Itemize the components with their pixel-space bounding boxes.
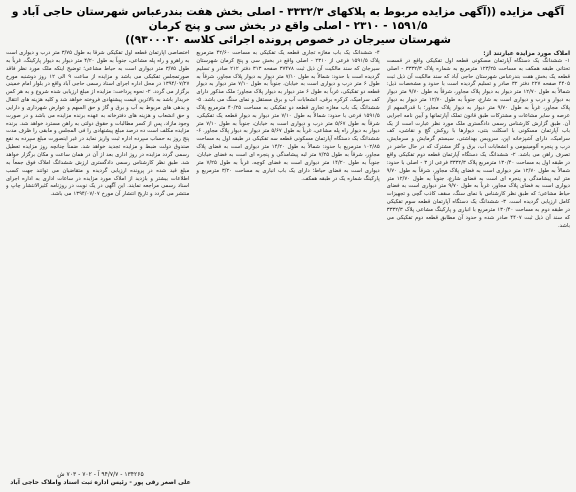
notice-subtitle: شهرستان سیرجان در خصوص پرونده اجرائی کلاسه ۹۳۰۰۰۳۰)) xyxy=(125,34,451,46)
notice-column-middle xyxy=(196,50,379,474)
notice-column-text: اختصاصی آپارتمان قطعه اول تفکیکی شرقاً به طول ۳/۷۵ متر درب و دیواری است به راهرو و راه پله مشاعی، جنوباً به طول ۴/۲۰ متر دیوار به دیوار پارکینگ، غرباً به طول ۳/۷۵ متر دیواری است به حیاط مشاعی؛ توضیح اینکه ملک مورد نظر فاقد صورتمجلس تفکیکی می باشد و مزایده از ساعت ۹ الی ۱۲ روز دوشنبه مورخ ۱۳۹۴/۰۷/۲۷ در محل اداره اجرای اسناد رسمی حاجی آباد واقع در بلوار امام خمینی برگزار می گردد. ۲- نحوه پرداخت: مزایده از مبلغ ارزیابی شده شروع و به هر کس خریدار باشد به بالاترین قیمت پیشنهادی فروخته خواهد شد و کلیه هزینه های انتقال و بدهی های مربوط به آب و برق و گاز و حق السهم و عوارض شهرداری و دارایی و حق انشعاب و هزینه های دفترخانه به عهده برنده مزایده می باشد و در صورت وجود مازاد، پس از کسر مطالبات و حقوق دولتی به راهن مسترد خواهد شد. برنده مزایده مکلف است ده درصد مبلغ پیشنهادی را فی المجلس و مابقی را ظرف مدت پنج روز به حساب سپرده اداره ثبت واریز نماید در غیر اینصورت مبلغ سپرده به نفع صندوق دولت ضبط و مزایده تجدید خواهد شد. ضمناً چنانچه روز مزایده تعطیل رسمی گردد مزایده در روز اداری بعد از آن در همان ساعت و مکان برگزار خواهد شد. طبق نظر کارشناس رسمی دادگستری ارزش ششدانگ املاک فوق جمعاً به مبلغ قید شده در پرونده ارزیابی گردیده و متقاضیان می توانند جهت کسب اطلاعات بیشتر و بازدید از املاک مورد مزایده در ساعات اداری به اداره اجرای اسناد رسمی مراجعه نمایند. این آگهی در یک نوبت در روزنامه کثیرالانتشار چاپ و منتشر می گردد و تاریخ انتشار آن مورخ ۱۳۹۴/۰۷/۰۷ می باشد. xyxy=(6,50,190,198)
signature-name: علی اصغر رقی پور - رئیس اداره ثبت اسناد واملاک حاجی آباد xyxy=(10,479,191,486)
notice-column-right xyxy=(387,50,570,474)
notice-lead: املاک مورد مزایده عبارتند از: xyxy=(483,50,570,57)
notice-title: آگهی مزایده ((آگهی مزایده مربوط به پلاکهای ۳۳۳۲/۳ - اصلی بخش هفت بندرعباس شهرستان حاجی آباد و ۱۵۹۱/۵ - ۲۳۱۰ - اصلی واقع در بخش سی و پنج کرمان xyxy=(11,6,565,32)
notice-column-text: ۴- ششدانگ یک باب مغازه تجاری قطعه یک تفکیکی به مساحت ۴۲/۶۰ مترمربع پلاک ۱۵۹۱/۵ فرعی از ۲۳۱۰ - اصلی واقع در بخش سی و پنج کرمان شهرستان سیرجان که سند مالکیت آن ذیل ثبت ۳۷۴۷۸ صفحه ۳۱۳ دفتر ۲۱۲ صادر و تسلیم گردیده است با حدود: شمالاً به طول ۷/۱۰ متر دیوار به دیوار پلاک مجاور، شرقاً به طول ۶ متر درب و دیواری است به خیابان، جنوباً به طول ۷/۱۰ متر دیوار به دیوار قطعه دو تفکیکی، غرباً به طول ۶ متر دیوار به دیوار پلاک مجاور؛ ملک مذکور دارای کف سرامیک، کرکره برقی، انشعابات آب و برق مستقل و نمای سنگ می باشد. ۵- ششدانگ یک باب مغازه تجاری قطعه دو تفکیکی به مساحت ۴۰/۲۵ مترمربع پلاک ۱۵۹۱/۵ فرعی با حدود: شمالاً به طول ۷/۱۰ متر دیوار به دیوار قطعه یک تفکیکی، شرقاً به طول ۵/۶۷ متر درب و دیواری است به خیابان، جنوباً به طول ۷/۱۰ متر دیوار به دیوار راه پله مشاعی، غرباً به طول ۵/۶۷ متر دیوار به دیوار پلاک مجاور. ۶- ششدانگ یک دستگاه آپارتمان مسکونی قطعه سه تفکیکی در طبقه اول به مساحت ۱۰۲/۸۵ مترمربع با حدود: شمالاً به طول ۱۴/۲۰ متر دیواری است به فضای پلاک مجاور، شرقاً به طول ۷/۲۵ متر لبه پیشامدگی و پنجره ای است به فضای خیابان، جنوباً به طول ۱۴/۲۰ متر دیواری است به فضای کوچه، غرباً به طول ۷/۲۵ متر دیواری است به فضای حیاط؛ دارای یک باب انباری به مساحت ۳/۲۰ مترمربع و پارکینگ شماره یک در طبقه همکف. xyxy=(196,50,380,182)
notice-column-left xyxy=(6,50,189,474)
notice-body xyxy=(6,50,570,474)
notice-column-text: ۱- ششدانگ یک دستگاه آپارتمان مسکونی قطعه اول تفکیکی واقع در قسمت تحتانی طبقه همکف به مساحت ۱۲۳/۲۵ مترمربع به شماره پلاک ۳۳۳۲/۳ - اصلی قطعه یک بخش هفت بندرعباس شهرستان حاجی آباد که سند مالکیت آن ذیل ثبت ۴۴۰۵ صفحه ۲۲۷ دفتر ۳۲ صادر و تسلیم گردیده است با حدود و مشخصات ذیل: شمالاً به طول ۱۲/۷۰ متر دیوار به دیوار پلاک مجاور، شرقاً به طول ۹/۷۰ متر دیوار به دیوار و درب و دیواری است به شارع، جنوباً به طول ۱۲/۷۰ متر دیوار به دیوار پلاک مجاور، غرباً به طول ۹/۷۰ متر دیوار به دیوار پلاک مجاور؛ با قدرالسهم از عرصه و سایر مشاعات و مشترکات طبق قانون تملک آپارتمانها و آیین نامه اجرایی آن. طبق گزارش کارشناس رسمی دادگستری ملک مورد نظر عبارت است از یک باب آپارتمان مسکونی با اسکلت بتنی، دیوارها با روکش گچ و نقاشی، کف سرامیک، دارای آشپزخانه اپن، سرویس بهداشتی، سیستم گرمایش و سرمایش، درب و پنجره آلومینیومی و انشعابات آب، برق و گاز مشترک که در حال حاضر در تصرف راهن می باشد. ۲- ششدانگ یک دستگاه آپارتمان قطعه دوم تفکیکی واقع در طبقه اول به مساحت ۱۳۰/۴۰ مترمربع پلاک ۳۳۳۲/۳ فرعی از ۳ - اصلی با حدود: شمالاً به طول ۱۲/۷۰ متر دیواری است به فضای پلاک مجاور، شرقاً به طول ۹/۷۰ متر لبه پیشامدگی و پنجره ای است به فضای شارع، جنوباً به طول ۱۲/۷۰ متر دیواری است به فضای پلاک مجاور، غرباً به طول ۹/۷۰ متر دیواری است به فضای حیاط مشاعی؛ که طبق نظر کارشناس با نمای سنگ، سقف کاذب گچی و تجهیزات کامل ارزیابی گردیده است. ۳- ششدانگ یک دستگاه آپارتمان قطعه سوم تفکیکی در طبقه دوم به مساحت ۱۳۰/۴۰ مترمربع با انباری و پارکینگ مشاعی پلاک ۳۳۳۲/۳ که سند آن ذیل ثبت ۴۴۰۷ صادر شده و حدود آن مطابق قطعه دوم تفکیکی می باشد. xyxy=(386,57,570,229)
signature-code: ۱۳۴۲۶۵ - ۹۴/۷/۷ آ - ۷۰۲ - ۷۰۳ ش xyxy=(57,471,144,478)
signature-block xyxy=(8,471,193,487)
